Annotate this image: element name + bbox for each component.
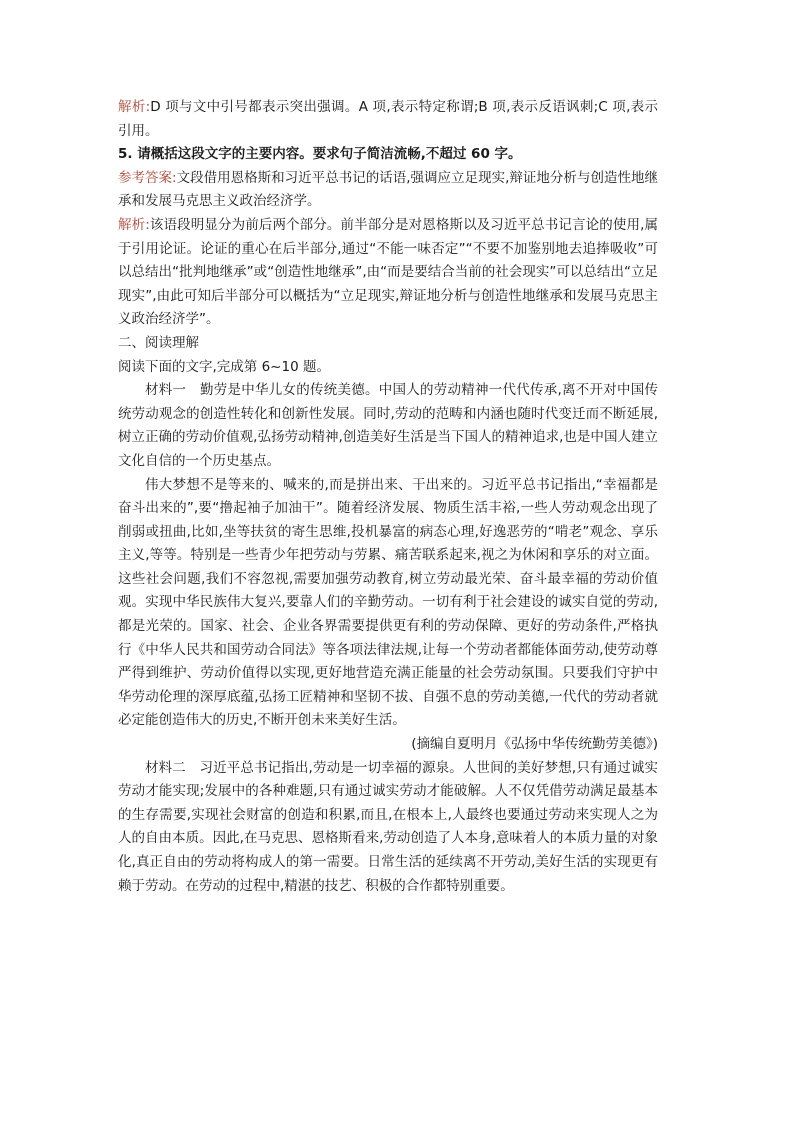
reference-answer-text: 文段借用恩格斯和习近平总书记的话语,强调应立足现实,辩证地分析与创造性地继承和发展马克思主义政治经济学。 [118, 169, 658, 210]
reading-instruction: 阅读下面的文字,完成第 6~10 题。 [118, 358, 330, 375]
question-5: 5. 请概括这段文字的主要内容。要求句子简洁流畅,不超过 60 字。 [118, 146, 522, 163]
material-1-source: (摘编自夏明月《弘扬中华传统勤劳美德》) [411, 736, 658, 753]
section-heading: 二、阅读理解 [118, 334, 199, 351]
analysis-text: D 项与文中引号都表示突出强调。A 项,表示特定称谓;B 项,表示反语讽刺;C 项,表示引用。 [118, 99, 658, 139]
analysis-paragraph-q5 [118, 214, 658, 332]
document-body [118, 96, 658, 898]
analysis-label: 解析: [118, 216, 150, 233]
reference-answer-label: 参考答案: [118, 169, 177, 186]
material-1-paragraph-1: 材料一 勤劳是中华儿女的传统美德。中国人的劳动精神一代代传承,离不开对中国传统劳动观念的创造性转化和创新性发展。同时,劳动的范畴和内涵也随时代变迁而不断延展,树立正确的劳动价值观,弘扬劳动精神,创造美好生活是当下国人的精神追求,也是中国人建立文化自信的一个历史基点。 [118, 382, 658, 469]
analysis-paragraph-q4 [118, 96, 658, 143]
analysis-label: 解析: [118, 99, 151, 115]
material-1-paragraph-2: 伟大梦想不是等来的、喊来的,而是拼出来、干出来的。习近平总书记指出,“幸福都是奋斗出来的”,要“撸起袖子加油干”。随着经济发展、物质生活丰裕,一些人劳动观念出现了削弱或扭曲,比如,坐等扶贫的寄生思维,投机暴富的病态心理,好逸恶劳的“啃老”观念、享乐主义,等等。特别是一些青少年把劳动与劳累、痛苦联系起来,视之为休闲和享乐的对立面。这些社会问题,我们不容忽视,需要加强劳动教育,树立劳动最光荣、奋斗最幸福的劳动价值观。实现中华民族伟大复兴,要靠人们的辛勤劳动。一切有利于社会建设的诚实自觉的劳动,都是光荣的。国家、社会、企业各界需要提供更有利的劳动保障、更好的劳动条件,严格执行《中华人民共和国劳动合同法》等各项法律法规,让每一个劳动者都能体面劳动,使劳动尊严得到维护、劳动价值得以实现,更好地营造充满正能量的社会劳动氛围。只要我们守护中华劳动伦理的深厚底蕴,弘扬工匠精神和坚韧不拔、自强不息的劳动美德,一代代的劳动者就必定能创造伟大的历史,不断开创未来美好生活。 [118, 476, 658, 729]
material-2-paragraph-1: 材料二 习近平总书记指出,劳动是一切幸福的源泉。人世间的美好梦想,只有通过诚实劳动才能实现;发展中的各种难题,只有通过诚实劳动才能破解。人不仅凭借劳动满足最基本的生存需要,实现社会财富的创造和积累,而且,在根本上,人最终也要通过劳动来实现人之为人的自由本质。因此,在马克思、恩格斯看来,劳动创造了人本身,意味着人的本质力量的对象化,真正自由的劳动将构成人的第一需要。日常生活的延续离不开劳动,美好生活的实现更有赖于劳动。在劳动的过程中,精湛的技艺、积极的合作都特别重要。 [118, 759, 658, 894]
reference-answer-paragraph [118, 167, 658, 214]
analysis-text: 该语段明显分为前后两个部分。前半部分是对恩格斯以及习近平总书记言论的使用,属于引用论证。论证的重心在后半部分,通过“不能一味否定”“不要不加鉴别地去追捧吸收”可以总结出“批判地继承”或“创造性地继承”,由“而是要结合当前的社会现实”可以总结出“立足现实”,由此可知后半部分可以概括为“立足现实,辩证地分析与创造性地继承和发展马克思主义政治经济学”。 [118, 216, 658, 328]
